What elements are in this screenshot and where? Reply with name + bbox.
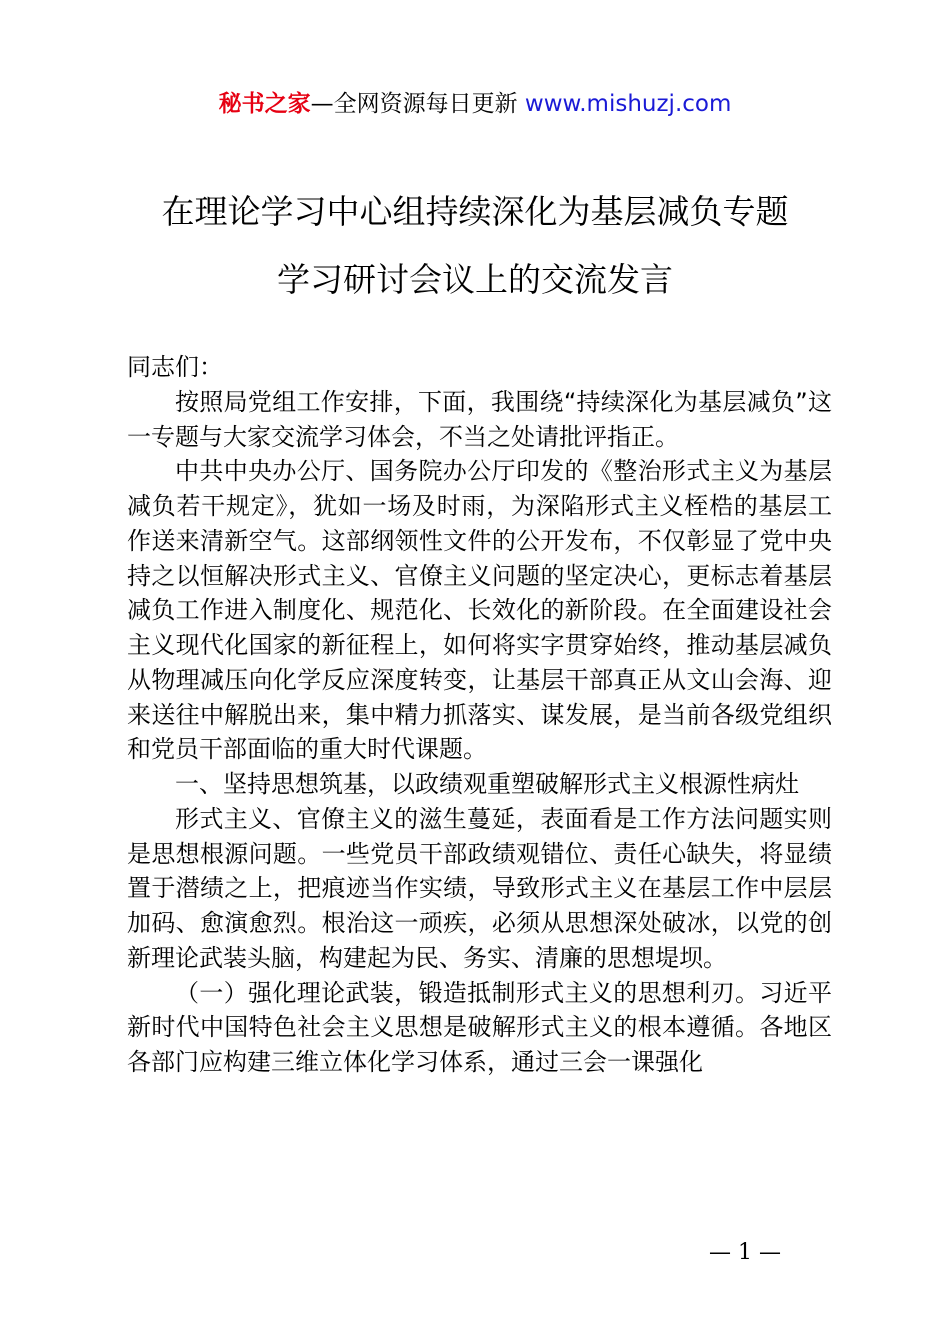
site-url-link[interactable]: www.mishuzj.com [524,91,732,117]
site-header [0,88,950,120]
document-title-line-1: 在理论学习中心组持续深化为基层减负专题 [161,192,789,231]
paragraph-section-1: 形式主义、官僚主义的滋生蔓延，表面看是工作方法问题实则是思想根源问题。一些党员干部政绩观错位、责任心缺失，将显绩置于潜绩之上，把痕迹当作实绩，导致形式主义在基层工作中层层加码、愈演愈烈。根治这一顽疾，必须从思想深处破冰，以党的创新理论武装头脑，构建起为民、务实、清廉的思想堤坝。 [127,804,832,972]
paragraph-intro: 按照局党组工作安排，下面，我围绕“持续深化为基层减负”这一专题与大家交流学习体会，不当之处请批评指正。 [127,387,832,451]
salutation: 同志们： [127,353,223,381]
paragraph-subsection-1: （一）强化理论武装，锻造抵制形式主义的思想利刃。习近平新时代中国特色社会主义思想是破解形式主义的根本遵循。各地区各部门应构建三维立体化学习体系，通过三会一课强化 [127,978,832,1076]
paragraph-background: 中共中央办公厅、国务院办公厅印发的《整治形式主义为基层减负若干规定》，犹如一场及时雨，为深陷形式主义桎梏的基层工作送来清新空气。这部纲领性文件的公开发布，不仅彰显了党中央持之以恒解决形式主义、官僚主义问题的坚定决心，更标志着基层减负工作进入制度化、规范化、长效化的新阶段。在全面建设社会主义现代化国家的新征程上，如何将实字贯穿始终，推动基层减负从物理减压向化学反应深度转变，让基层干部真正从文山会海、迎来送往中解脱出来，集中精力抓落实、谋发展，是当前各级党组织和党员干部面临的重大时代课题。 [127,457,832,764]
page-number: — 1 — [709,1240,781,1265]
document-title-line-2: 学习研讨会议上的交流发言 [277,260,673,299]
header-tagline: —全网资源每日更新 [310,91,525,117]
document-body [127,350,832,1080]
section-heading-1: 一、坚持思想筑基，以政绩观重塑破解形式主义根源性病灶 [175,770,799,798]
brand-name: 秘书之家 [218,91,311,117]
